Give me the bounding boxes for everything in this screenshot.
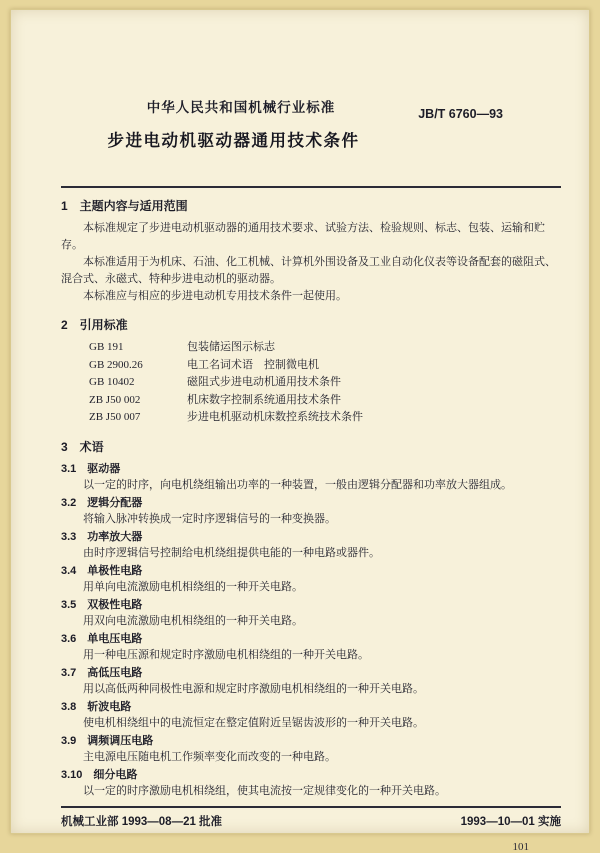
term-definition: 使电机相绕组中的电流恒定在整定值附近呈锯齿波形的一种开关电路。 — [83, 716, 424, 729]
term-label: 3.4 单极性电路 — [61, 564, 143, 577]
term-label: 3.6 单电压电路 — [61, 632, 143, 645]
section-1-paragraph: 本标准适用于为机床、石油、化工机械、计算机外围设备及工业自动化仪表等设备配套的磁阻式、混合式、永磁式、特种步进电动机的驱动器。 — [61, 256, 556, 285]
section-3-heading: 3 术语 — [61, 439, 104, 454]
section-1-heading: 1 主题内容与适用范围 — [61, 199, 188, 213]
term-definition: 用单向电流激励电机相绕组的一种开关电路。 — [83, 580, 303, 593]
term-item — [61, 563, 561, 595]
document-page — [10, 9, 590, 853]
term-label: 3.9 调频调压电路 — [61, 734, 154, 747]
term-item — [61, 733, 561, 765]
term-definition: 将输入脉冲转换成一定时序逻辑信号的一种变换器。 — [83, 512, 336, 525]
footer-divider — [61, 806, 561, 808]
term-item — [61, 529, 561, 561]
document-title: 步进电动机驱动器通用技术条件 — [107, 132, 360, 150]
standard-number: JB/T 6760—93 — [418, 107, 503, 121]
header-divider — [61, 186, 561, 188]
reference-row — [89, 374, 561, 392]
approval-note: 机械工业部 1993—08—21 批准 — [61, 815, 223, 828]
page-number: 101 — [512, 840, 529, 853]
section-1-paragraph: 本标准规定了步进电动机驱动器的通用技术要求、试验方法、检验规则、标志、包装、运输和贮存。 — [61, 222, 545, 251]
section-references — [61, 317, 561, 427]
term-definition: 用以高低两种同极性电源和规定时序激励电机相绕组的一种开关电路。 — [83, 682, 424, 695]
section-1-paragraph: 本标准应与相应的步进电动机专用技术条件一起使用。 — [83, 290, 347, 302]
term-label: 3.8 斩波电路 — [61, 700, 132, 713]
section-scope — [61, 198, 561, 305]
term-item — [61, 631, 561, 663]
term-label: 3.2 逻辑分配器 — [61, 496, 143, 509]
term-label: 3.5 双极性电路 — [61, 598, 143, 611]
term-definition: 用一种电压源和规定时序激励电机相绕组的一种开关电路。 — [83, 648, 369, 661]
implementation-date: 1993—10—01 实施 — [460, 815, 561, 828]
section-terms — [61, 439, 561, 799]
reference-title: 机床数字控制系统通用技术条件 — [187, 393, 341, 406]
reference-list — [89, 339, 561, 427]
term-item — [61, 767, 561, 799]
term-label: 3.10 细分电路 — [61, 768, 138, 781]
reference-code: GB 191 — [89, 341, 124, 353]
reference-row — [89, 392, 561, 410]
term-definition: 主电源电压随电机工作频率变化而改变的一种电路。 — [83, 750, 336, 763]
term-item — [61, 597, 561, 629]
reference-row — [89, 357, 561, 375]
reference-code: GB 10402 — [89, 376, 135, 388]
term-definition: 由时序逻辑信号控制给电机绕组提供电能的一种电路或器件。 — [83, 546, 380, 559]
term-definition: 以一定的时序激励电机相绕组，使其电流按一定规律变化的一种开关电路。 — [83, 784, 446, 797]
reference-title: 包装储运图示标志 — [187, 341, 275, 353]
term-label: 3.1 驱动器 — [61, 462, 121, 475]
document-body — [61, 198, 561, 799]
term-definition: 以一定的时序，向电机绕组输出功率的一种装置，一般由逻辑分配器和功率放大器组成。 — [83, 478, 512, 491]
document-footer — [61, 813, 561, 829]
term-item — [61, 665, 561, 697]
reference-title: 电工名词术语 控制微电机 — [187, 358, 319, 371]
document-header — [61, 96, 561, 186]
reference-title: 步进电机驱动机床数控系统技术条件 — [187, 411, 363, 423]
term-item — [61, 699, 561, 731]
reference-code: ZB J50 007 — [89, 411, 141, 423]
reference-row — [89, 409, 561, 427]
term-label: 3.3 功率放大器 — [61, 530, 143, 543]
term-definition: 用双向电流激励电机相绕组的一种开关电路。 — [83, 614, 303, 627]
term-item — [61, 495, 561, 527]
reference-code: GB 2900.26 — [89, 358, 143, 371]
reference-code: ZB J50 002 — [89, 393, 141, 406]
terms-list — [61, 461, 561, 799]
section-2-heading: 2 引用标准 — [61, 318, 128, 332]
reference-title: 磁阻式步进电动机通用技术条件 — [187, 376, 341, 388]
term-item — [61, 461, 561, 493]
standard-org-line: 中华人民共和国机械行业标准 — [146, 100, 336, 115]
reference-row — [89, 339, 561, 357]
term-label: 3.7 高低压电路 — [61, 666, 143, 679]
